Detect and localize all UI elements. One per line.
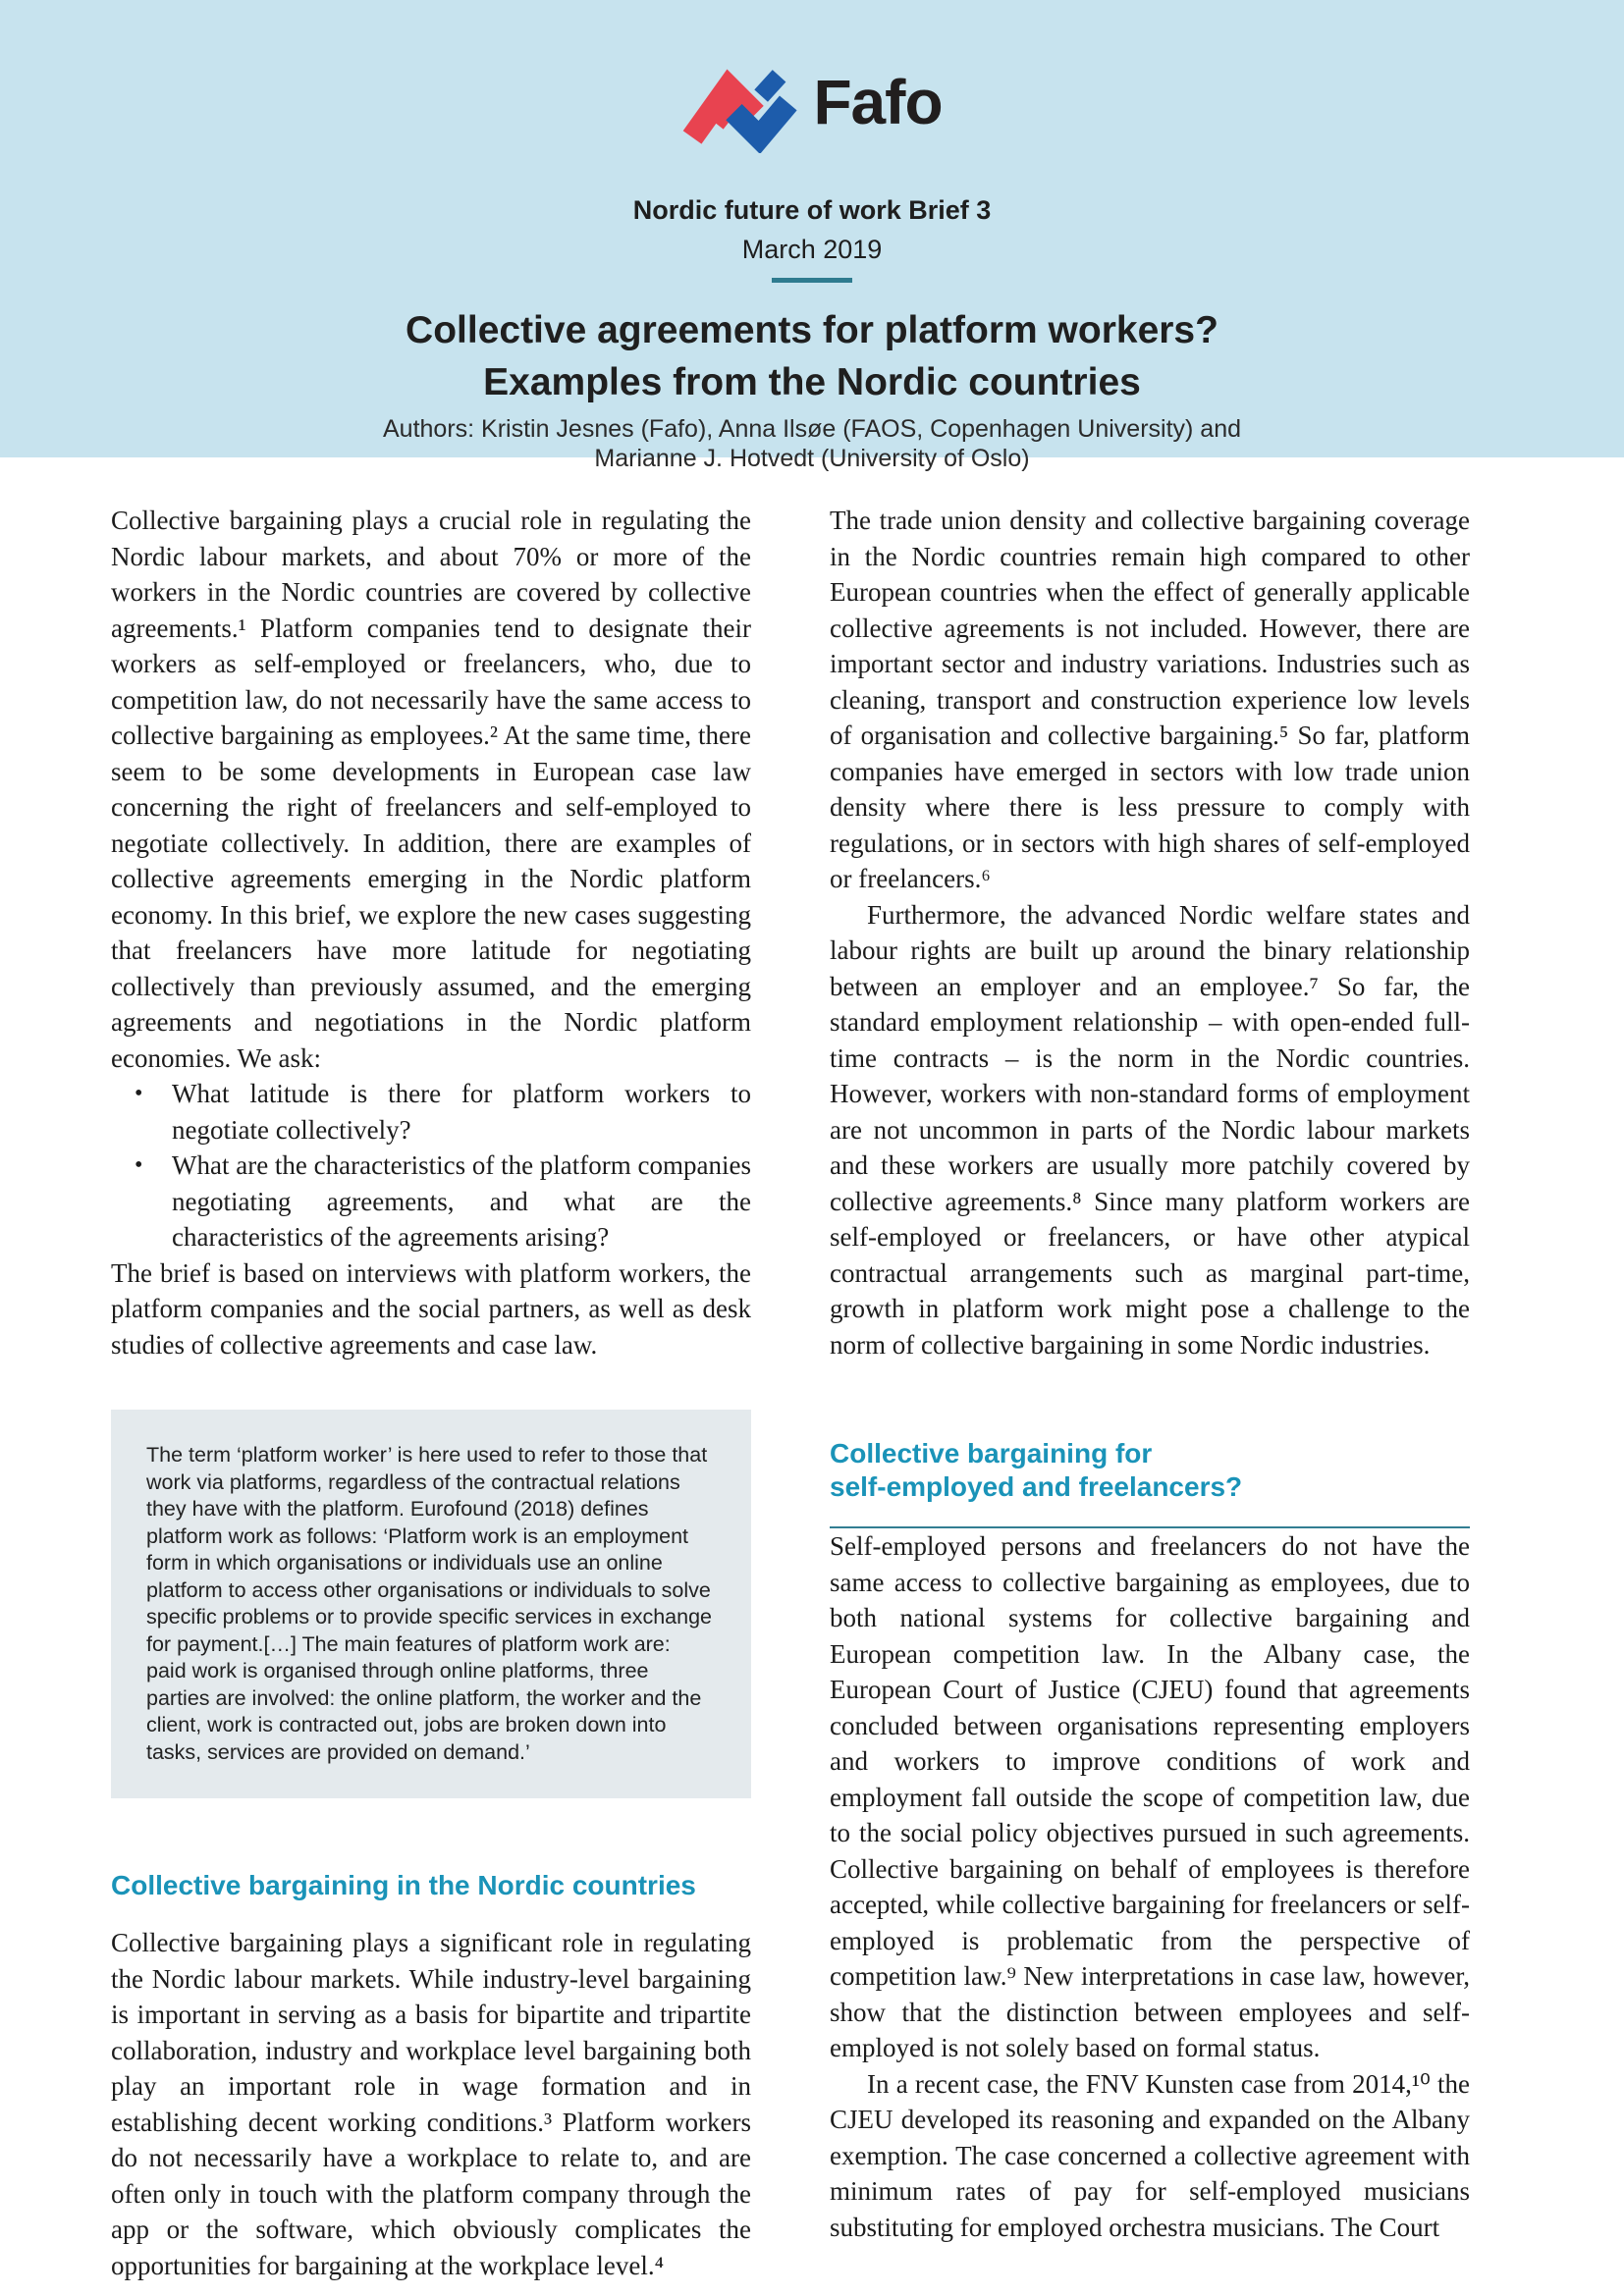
bullet-icon: • bbox=[135, 1081, 143, 1106]
section-heading-self-employed bbox=[830, 1437, 1470, 1504]
authors-line1: Authors: Kristin Jesnes (Fafo), Anna Ilsøe (FAOS, Copenhagen University) and bbox=[382, 415, 1241, 443]
fnv-kunsten-paragraph: In a recent case, the FNV Kunsten case from 2014,¹⁰ the CJEU developed its reasoning and expanded on the Albany exemption. The case concerned a collective agreement with minimum rates of pay for self-employed musicians substituting for employed orchestra musicians. The Court bbox=[830, 2068, 1470, 2242]
albany-case-paragraph: Self-employed persons and freelancers do not have the same access to collective bargaining as employees, due to both national systems for collective bargaining and European competition law. In the Albany case, the European Court of Justice (CJEU) found that agreements concluded between organisations representing employers and workers to improve conditions of work and employment fall outside the scope of competition law, due to the social policy objectives pursued in such agreements. Collective bargaining on behalf of employees is therefore accepted, while collective bargaining for freelancers or self-employed is problematic from the perspective of competition law.⁹ New interpretations in case law, however, show that the distinction between employees and self-employed is not solely based on formal status. bbox=[830, 1531, 1470, 2063]
trade-union-paragraph: The trade union density and collective bargaining coverage in the Nordic countries remain high compared to other European countries when the effect of generally applicable collective agreements is not included. However, there are important sector and industry variations. Industries such as cleaning, transport and construction experience low levels of organisation and collective bargaining.⁵ So far, platform companies have emerged in sectors with low trade union density where there is less pressure to comply with regulations, or in sectors with high shares of self-employed or freelancers.⁶ bbox=[830, 506, 1470, 893]
bullet-icon: • bbox=[135, 1152, 143, 1178]
fafo-logo bbox=[0, 0, 1624, 153]
left-column bbox=[111, 503, 751, 2283]
right-column bbox=[830, 503, 1470, 2283]
header-band bbox=[0, 0, 1624, 472]
authors-line2: Marianne J. Hotvedt (University of Oslo) bbox=[594, 445, 1030, 472]
method-paragraph: The brief is based on interviews with platform workers, the platform companies and the social partners, as well as desk studies of collective agreements and case law. bbox=[111, 1257, 751, 1360]
research-questions-list bbox=[111, 1076, 751, 1255]
section-heading-nordic-countries: Collective bargaining in the Nordic countries bbox=[111, 1870, 696, 1900]
body-content bbox=[0, 457, 1624, 2283]
publication-date: March 2019 bbox=[741, 235, 883, 264]
page-title bbox=[0, 304, 1624, 408]
list-item-text: What latitude is there for platform workers to negotiate collectively? bbox=[172, 1079, 751, 1145]
fafo-logo-text: Fafo bbox=[813, 67, 943, 137]
date-underline-rule bbox=[772, 278, 852, 283]
page-title-line2: Examples from the Nordic countries bbox=[483, 361, 1141, 403]
section-heading-line2: self-employed and freelancers? bbox=[830, 1471, 1243, 1502]
fafo-logo-icon bbox=[681, 51, 797, 153]
welfare-states-paragraph: Furthermore, the advanced Nordic welfare states and labour rights are built up around the binary relationship between an employer and an employee.⁷ So far, the standard employment relationship – with open-ended full-time contracts – is the norm in the Nordic countries. However, workers with non-standard forms of employment are not uncommon in parts of the Nordic labour markets and these workers are usually more patchily covered by collective agreements.⁸ Since many platform workers are self-employed or freelancers, or have other atypical contractual arrangements such as marginal part-time, growth in platform work might pose a challenge to the norm of collective bargaining in some Nordic industries. bbox=[830, 899, 1470, 1360]
list-item-text: What are the characteristics of the platform companies negotiating agreements, and what are the characteristics of the agreements arising? bbox=[172, 1150, 751, 1252]
section-heading-line1: Collective bargaining for bbox=[830, 1438, 1153, 1468]
list-item bbox=[111, 1076, 751, 1148]
section1-paragraph: Collective bargaining plays a significant role in regulating the Nordic labour markets. While industry-level bargaining is important in serving as a basis for bipartite and tripartite collaboration, industry and workplace level bargaining both play an important role in wage formation and in establishing decent working conditions.³ Platform workers do not necessarily have a workplace to relate to, and are often only in touch with the platform company through the app or the software, which obviously complicates the opportunities for bargaining at the workplace level.⁴ bbox=[111, 1928, 751, 2280]
intro-paragraph: Collective bargaining plays a crucial role in regulating the Nordic labour markets, and about 70% or more of the workers in the Nordic countries are covered by collective agreements.¹ Platform companies tend to designate their workers as self-employed or freelancers, who, due to competition law, do not necessarily have the same access to collective bargaining as employees.² At the same time, there seem to be some developments in European case law concerning the right of freelancers and self-employed to negotiate collectively. In addition, there are examples of collective agreements emerging in the Nordic platform economy. In this brief, we explore the new cases suggesting that freelancers have more latitude for negotiating collectively than previously assumed, and the emerging agreements and negotiations in the Nordic platform economies. We ask: bbox=[111, 506, 751, 1073]
brief-series-label: Nordic future of work Brief 3 bbox=[632, 195, 992, 225]
definition-infobox: The term ‘platform worker’ is here used to refer to those that work via platforms, regardless of the contractual relations they have with the platform. Eurofound (2018) defines platform work as follows: ‘Platform work is an employment form in which organisations or individuals use an online platform to access other organisations or individuals to solve specific problems or to provide specific services in exchange for payment.[…] The main features of platform work are: paid work is organised through online platforms, three parties are involved: the online platform, the worker and the client, work is contracted out, jobs are broken down into tasks, services are provided on demand.’ bbox=[111, 1410, 751, 1798]
page-title-line1: Collective agreements for platform workers? bbox=[406, 309, 1218, 351]
list-item bbox=[111, 1148, 751, 1255]
